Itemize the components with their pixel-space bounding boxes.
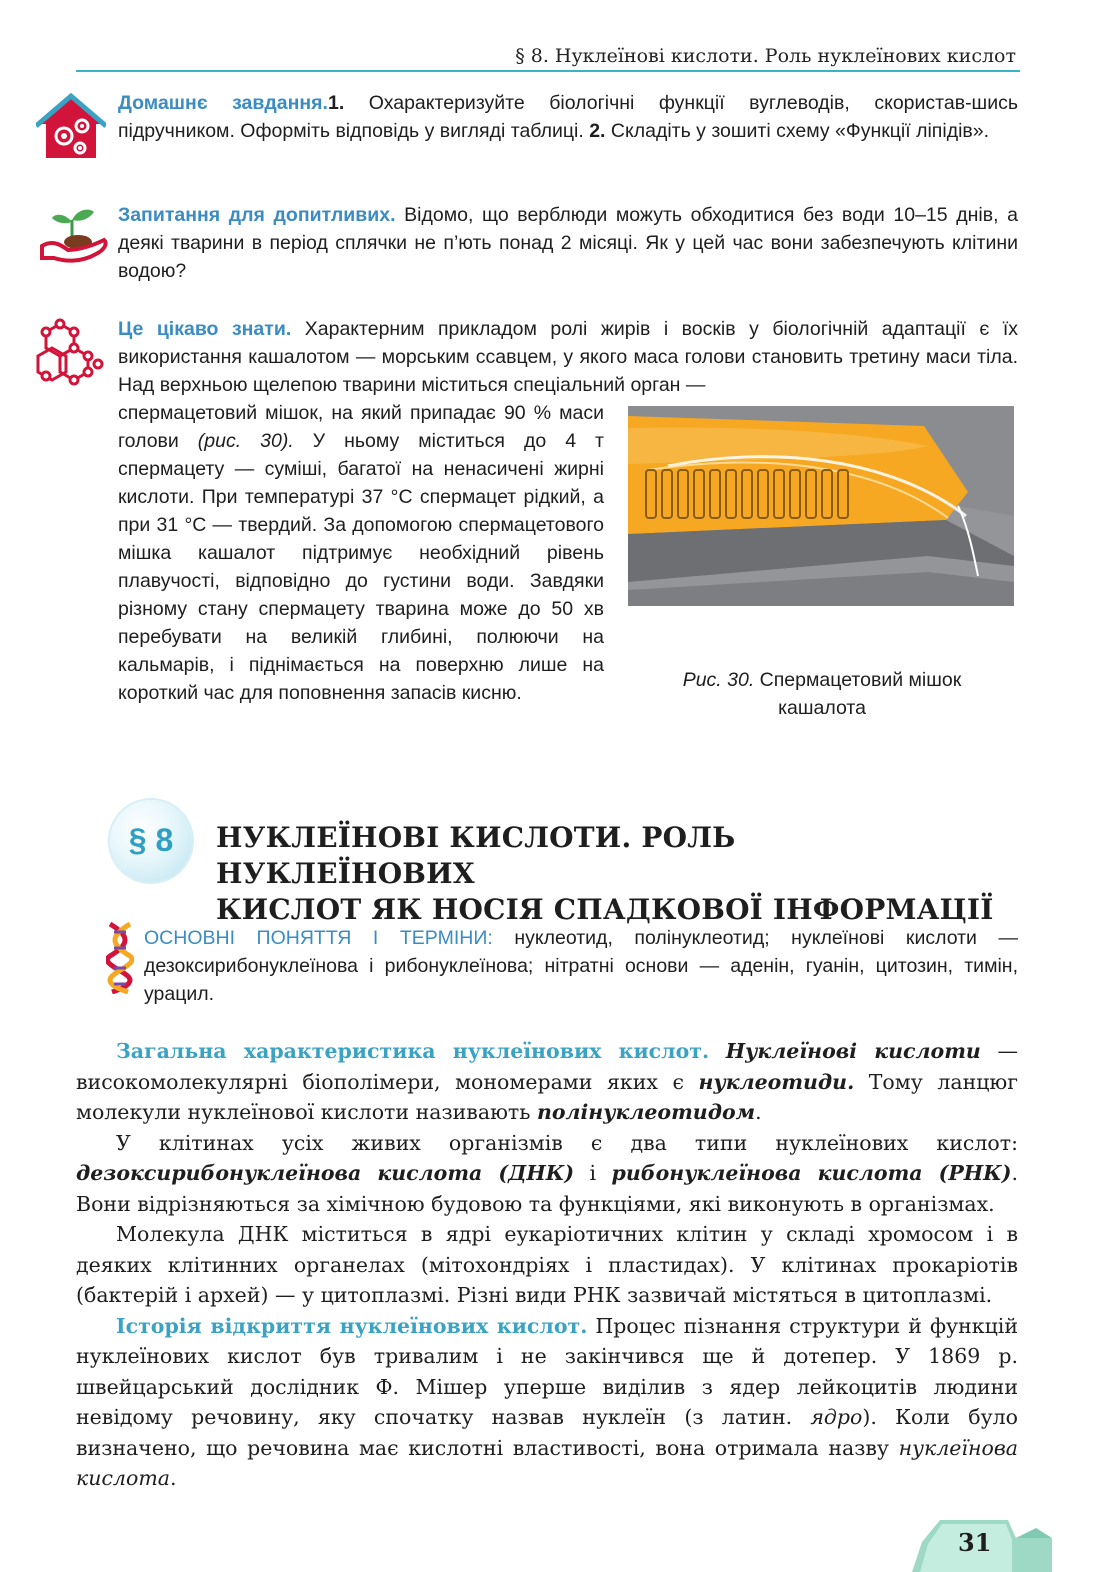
interesting-text-a: спермацетовий мішок, на який припадає 90 % маси голови <box>118 402 604 452</box>
text-span: . <box>169 1466 177 1490</box>
curious-block <box>118 201 1018 285</box>
figure-reference: (рис. 30). <box>197 430 294 452</box>
body-text <box>76 1036 1018 1494</box>
section-badge <box>110 800 192 882</box>
house-gears-icon <box>36 92 106 162</box>
page-number-tab <box>912 1518 1052 1572</box>
interesting-block-top <box>118 315 1018 399</box>
homework-num-1: 1. <box>327 92 345 114</box>
section-title <box>216 820 996 928</box>
spermaceti-sac-figure <box>628 406 1014 606</box>
key-terms-text: нуклеотид, полінуклеотид; нуклеїнові кислоти — дезоксирибонуклеїнова і рибонуклеїнова; нітратні основи — аденін, гуанін, цитозин, тимін, урацил. <box>144 927 1018 1005</box>
text-span: Процес пізнання структури й функцій нуклеїнових кислот був тривалим і не закінчився ще й дотепер. У 1869 р. швейцарський дослідник Ф. Мішер уперше виділив з ядер лейкоцитів людини невідому речовину, яку спочатку назвав нуклеїн (з латин. <box>76 1313 1018 1429</box>
text-span: Тому ланцюг молекули нуклеїнової кислоти називають <box>76 1069 1019 1124</box>
text-span: і <box>574 1161 612 1185</box>
dna-helix-icon <box>106 922 134 994</box>
figure-caption-text: Спермацетовий мішок <box>754 669 962 691</box>
term-rna: рибонуклеїнова кислота (РНК) <box>611 1161 1012 1185</box>
homework-text-2: Складіть у зошиті схему «Функції ліпідів». <box>605 120 990 142</box>
term-nucleic-acid: нуклеїнова кислота <box>76 1435 1018 1490</box>
term-polynucleotide: полінуклеотидом <box>536 1100 756 1124</box>
hand-sprout-icon <box>38 200 110 266</box>
interesting-text-b: У ньому міститься до 4 т спермацету — суміші, багатої на ненасичені жирні кислоти. При температурі 37 °С спермацет рідкий, а при 31 °С — твердий. За допомогою спермацетового мішка кашалот підтримує необхідний рівень плавучості, відповідно до густини води. Завдяки різному стану спермацету тварина може до 50 хв перебувати на великій глибині, полюючи на кальмарів, і піднімається на поверхню лише на короткий час для поповнення запасів кисню. <box>118 430 604 704</box>
homework-lead: Домашнє завдання. <box>118 92 328 114</box>
section-title-line-1: НУКЛЕЇНОВІ КИСЛОТИ. РОЛЬ НУКЛЕЇНОВИХ <box>216 821 736 890</box>
text-span <box>709 1039 726 1063</box>
whale-head-illustration <box>628 406 1014 606</box>
text-span: . Вони відрізняються за хімічною будовою та функціями, які виконують в організмах. <box>76 1161 1018 1216</box>
section-title-line-2: КИСЛОТ ЯК НОСІЯ СПАДКОВОЇ ІНФОРМАЦІЇ <box>216 893 994 926</box>
curious-lead: Запитання для допитливих. <box>118 204 396 226</box>
figure-caption-line2: кашалота <box>778 697 866 719</box>
subhead-general: Загальна характеристика нуклеїнових кислот. <box>116 1039 710 1063</box>
text-span: . <box>755 1100 762 1124</box>
term-nucleic-acids: Нуклеїнові кислоти <box>725 1039 981 1063</box>
subhead-history: Історія відкриття нуклеїнових кислот. <box>116 1313 588 1338</box>
text-span: ). Коли було визначено, що речовина має кислотні властивості, вона отримала назву <box>76 1405 1018 1460</box>
running-head <box>76 40 1020 72</box>
molecule-icon <box>36 318 108 390</box>
running-head-text: § 8. Нуклеїнові кислоти. Роль нуклеїнових кислот <box>515 45 1016 67</box>
interesting-lead: Це цікаво знати. <box>118 318 292 340</box>
paragraph-general <box>76 1036 1018 1128</box>
paragraph-history <box>76 1311 1018 1494</box>
section-badge-label: § 8 <box>128 822 174 858</box>
homework-text-1: Охарактеризуйте біологічні функції вуглеводів, скористав-шись підручником. Оформіть відповідь у вигляді таблиці. <box>118 92 1019 142</box>
homework-num-2: 2. <box>589 120 606 142</box>
paragraph-two-types <box>76 1128 1018 1220</box>
term-dna: дезоксирибонуклеїнова кислота (ДНК) <box>76 1161 575 1185</box>
interesting-text-top: Характерним прикладом ролі жирів і восків у біологічній адаптації є їх використання кашалотом — морським ссавцем, у якого маса голови становить третину маси тіла. Над верхньою щелепою тварини міститься спеціальний орган — <box>118 318 1019 396</box>
text-span: У клітинах усіх живих організмів є два типи нуклеїнових кислот: <box>116 1130 1018 1155</box>
text-span: — високомолекулярні біополімери, мономерами яких є <box>76 1039 1018 1094</box>
interesting-block-narrow <box>118 399 604 707</box>
term-nucleus-latin: ядро <box>810 1405 863 1429</box>
page-number: 31 <box>958 1528 992 1557</box>
figure-caption <box>632 666 1012 722</box>
homework-block <box>118 89 1018 145</box>
paragraph-location: Молекула ДНК міститься в ядрі еукаріотичних клітин у складі хромосом і в деяких клітинних органелах (мітохондріях і пластидах). У клітинах прокаріотів (бактерій і архей) — у цитоплазмі. Різні види РНК зазвичай містяться в цитоплазмі. <box>76 1222 1018 1307</box>
key-terms <box>144 924 1018 1008</box>
figure-caption-label: Рис. 30. <box>682 669 755 691</box>
curious-text: Відомо, що верблюди можуть обходитися без води 10–15 днів, а деякі тварини в період сплячки не п’ють понад 2 місяці. Як у цей час вони забезпечують клітини водою? <box>118 204 1018 282</box>
term-nucleotides: нуклеотиди. <box>698 1069 855 1094</box>
key-terms-label: ОСНОВНІ ПОНЯТТЯ І ТЕРМІНИ: <box>144 927 493 949</box>
